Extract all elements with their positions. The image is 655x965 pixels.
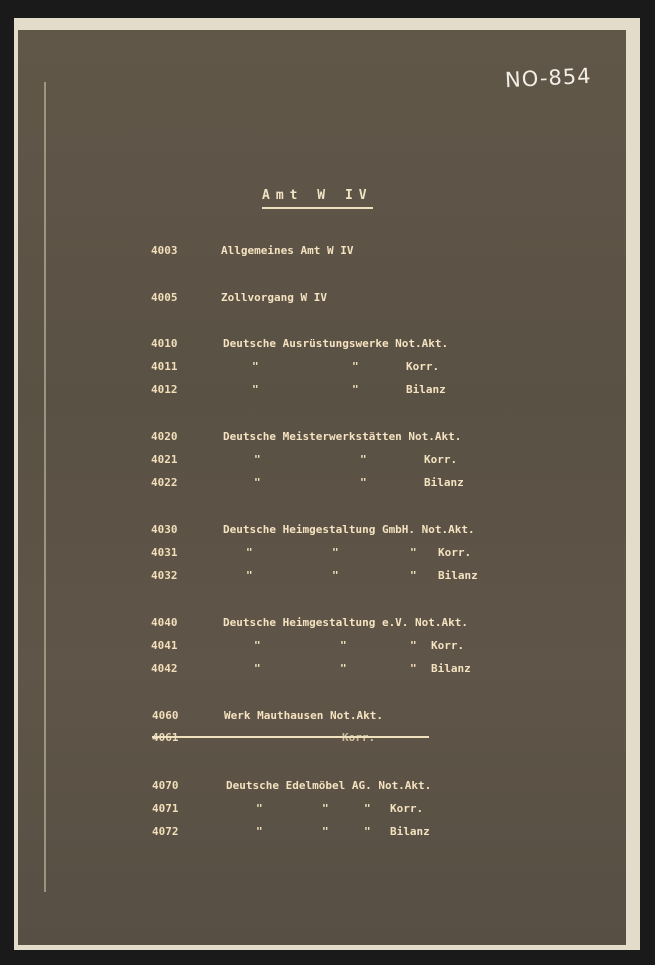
- page-title: Amt W IV: [262, 188, 373, 209]
- ditto-mark: ": [410, 639, 417, 652]
- ditto-mark: ": [322, 825, 329, 838]
- file-number: 4021: [151, 453, 178, 466]
- file-number: 4032: [151, 569, 178, 582]
- ditto-mark: ": [340, 662, 347, 675]
- ditto-mark: ": [352, 383, 359, 396]
- ditto-mark: ": [352, 360, 359, 373]
- file-number: 4031: [151, 546, 178, 559]
- file-number: 4060: [152, 709, 179, 722]
- ditto-mark: ": [410, 546, 417, 559]
- file-number: 4022: [151, 476, 178, 489]
- ditto-mark: ": [254, 662, 261, 675]
- margin-line: [44, 82, 46, 892]
- file-title: Zollvorgang W IV: [221, 291, 327, 304]
- ditto-mark: ": [252, 383, 259, 396]
- file-title: Deutsche Edelmöbel AG. Not.Akt.: [226, 779, 432, 792]
- ditto-mark: ": [360, 453, 367, 466]
- document-reference: NO-854: [503, 63, 592, 93]
- ditto-mark: ": [256, 825, 263, 838]
- ditto-mark: ": [364, 825, 371, 838]
- ditto-mark: ": [254, 453, 261, 466]
- file-number: 4042: [151, 662, 178, 675]
- file-number: 4005: [151, 291, 178, 304]
- ditto-mark: ": [364, 802, 371, 815]
- file-title: Korr.: [406, 360, 440, 373]
- file-title: Korr.: [390, 802, 424, 815]
- file-number: 4020: [151, 430, 178, 443]
- ditto-mark: ": [322, 802, 329, 815]
- file-number: 4011: [151, 360, 178, 373]
- ditto-mark: ": [254, 639, 261, 652]
- file-title: Bilanz: [431, 662, 471, 675]
- strike-through-line: [152, 736, 429, 738]
- file-title: Bilanz: [406, 383, 446, 396]
- file-number: 4003: [151, 244, 178, 257]
- ditto-mark: ": [340, 639, 347, 652]
- file-number: 4040: [151, 616, 178, 629]
- file-title: Korr.: [431, 639, 465, 652]
- file-number: 4070: [152, 779, 179, 792]
- file-title: Deutsche Heimgestaltung e.V. Not.Akt.: [223, 616, 469, 629]
- ditto-mark: ": [256, 802, 263, 815]
- ditto-mark: ": [254, 476, 261, 489]
- file-number: 4030: [151, 523, 178, 536]
- file-title: Deutsche Meisterwerkstätten Not.Akt.: [223, 430, 462, 443]
- ditto-mark: ": [332, 546, 339, 559]
- ditto-mark: ": [252, 360, 259, 373]
- file-title: Werk Mauthausen Not.Akt.: [224, 709, 383, 722]
- ditto-mark: ": [246, 569, 253, 582]
- ditto-mark: ": [332, 569, 339, 582]
- file-number: 4010: [151, 337, 178, 350]
- file-number: 4041: [151, 639, 178, 652]
- file-number: 4012: [151, 383, 178, 396]
- ditto-mark: ": [410, 569, 417, 582]
- file-number: 4072: [152, 825, 179, 838]
- file-title: Allgemeines Amt W IV: [221, 244, 354, 257]
- ditto-mark: ": [246, 546, 253, 559]
- file-title: Korr.: [424, 453, 458, 466]
- file-title: Deutsche Ausrüstungswerke Not.Akt.: [223, 337, 449, 350]
- file-number: 4071: [152, 802, 179, 815]
- file-title: Deutsche Heimgestaltung GmbH. Not.Akt.: [223, 523, 475, 536]
- ditto-mark: ": [360, 476, 367, 489]
- file-title: Bilanz: [438, 569, 478, 582]
- file-title: Bilanz: [390, 825, 430, 838]
- file-title: Bilanz: [424, 476, 464, 489]
- file-title: Korr.: [438, 546, 472, 559]
- ditto-mark: ": [410, 662, 417, 675]
